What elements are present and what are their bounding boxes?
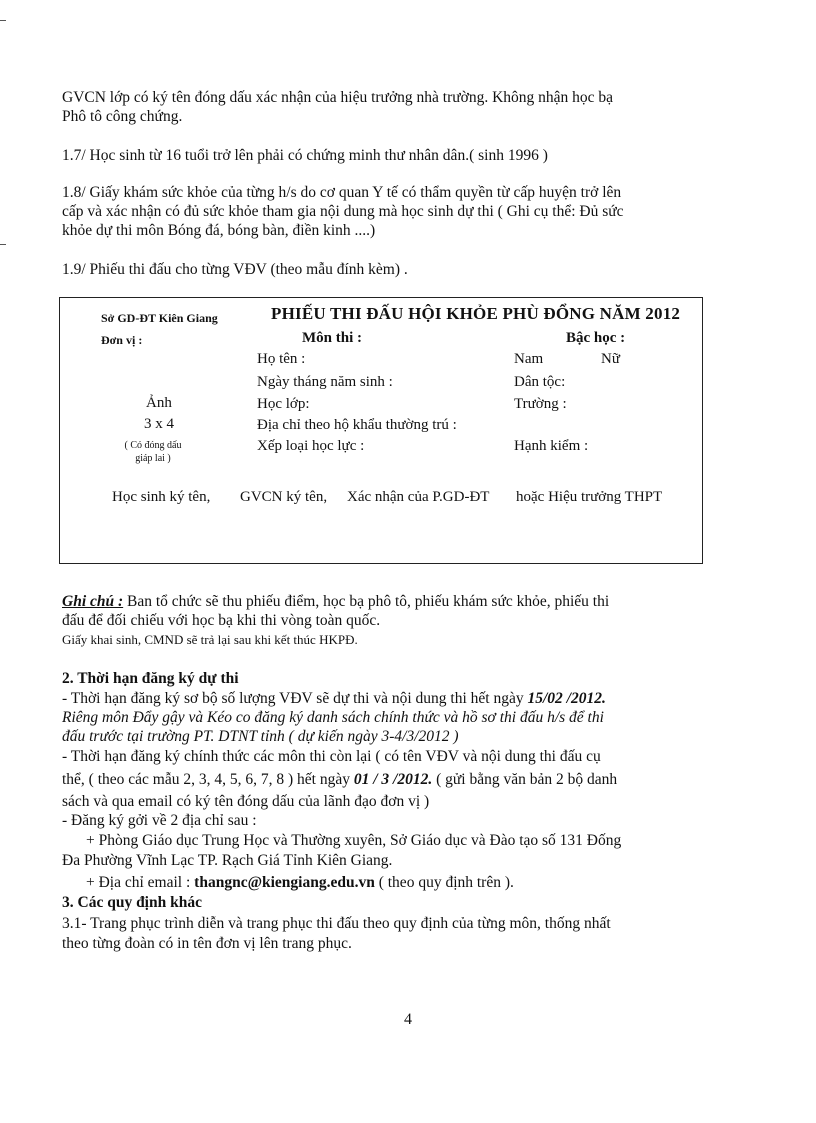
form-photo-label: Ảnh [146,395,172,411]
form-level-label: Bậc học : [566,330,626,346]
form-female-label: Nữ [601,351,620,367]
sign-student: Học sinh ký tên, [112,489,211,505]
section-2-email-line [62,873,736,892]
form-stamp-note-line-1: ( Có đóng dấu [124,440,182,451]
sign-principal: hoặc Hiệu trưởng THPT [516,489,663,505]
section-2-p2-line-3: sách và qua email có ký tên đóng dấu của lãnh đạo đơn vị ) [62,793,430,810]
section-2-email-label: + Địa chỉ email : [86,874,195,891]
section-2-p1-text: - Thời hạn đăng ký sơ bộ số lượng VĐV sẽ dự thi và nội dung thi hết ngày [62,690,528,707]
item-1-8-line-2: cấp và xác nhận có đủ sức khỏe tham gia nội dung mà học sinh dự thi ( Ghi cụ thể: Đủ sức [62,203,624,220]
intro-line-1: GVCN lớp có ký tên đóng dấu xác nhận của hiệu trưởng nhà trường. Không nhận học bạ [62,89,614,106]
section-2-p2-text-b: ( gửi bằng văn bản 2 bộ danh [432,771,618,788]
sign-confirm: Xác nhận của P.GD-ĐT [347,489,490,505]
competition-form [59,297,703,564]
form-stamp-note-line-2: giáp lai ) [135,453,171,464]
form-address-label: Địa chỉ theo hộ khẩu thường trú : [257,417,457,433]
form-org: Sở GD-ĐT Kiên Giang [101,311,218,325]
form-name-label: Họ tên : [257,351,306,367]
section-3-p1-line-1: 3.1- Trang phục trình diễn và trang phục thi đấu theo quy định của từng môn, thống nhất [62,915,611,932]
note-line-2: đấu để đối chiếu với học bạ khi thi vòng toàn quốc. [62,612,381,629]
section-2-p1-date: 15/02 /2012. [527,690,606,707]
scan-mark-top [0,20,6,21]
section-2-p2-line-1: - Thời hạn đăng ký chính thức các môn thi còn lại ( có tên VĐV và nội dung thi đấu cụ [62,748,601,765]
item-1-8-line-1: 1.8/ Giấy khám sức khỏe của từng h/s do cơ quan Y tế có thẩm quyền từ cấp huyện trở lên [62,184,622,201]
form-class-label: Học lớp: [257,396,310,412]
intro-line-2: Phô tô công chứng. [62,108,183,125]
section-2-address-line-2: Đa Phường Vĩnh Lạc TP. Rạch Giá Tỉnh Kiên Giang. [62,852,393,869]
form-conduct-label: Hạnh kiểm : [514,438,589,454]
form-unit-label: Đơn vị : [101,333,143,347]
section-2-p3: - Đăng ký gởi về 2 địa chỉ sau : [62,812,257,829]
form-male-label: Nam [514,351,544,367]
section-2-p2-line-2 [62,770,712,789]
page-number: 4 [404,1011,412,1028]
form-academic-label: Xếp loại học lực : [257,438,365,454]
item-1-8-line-3: khỏe dự thi môn Bóng đá, bóng bàn, điền kinh ....) [62,222,376,239]
form-ethnicity-label: Dân tộc: [514,374,566,390]
section-2-p2-text-a: thể, ( theo các mẫu 2, 3, 4, 5, 6, 7, 8 ) hết ngày [62,771,354,788]
section-2-email: thangnc@kiengiang.edu.vn [194,874,375,891]
section-3-p1-line-2: theo từng đoàn có in tên đơn vị lên trang phục. [62,935,352,952]
sign-teacher: GVCN ký tên, [240,489,328,505]
item-1-7: 1.7/ Học sinh từ 16 tuổi trở lên phải có chứng minh thư nhân dân.( sinh 1996 ) [62,147,548,164]
note-line-3: Giấy khai sinh, CMND sẽ trả lại sau khi kết thúc HKPĐ. [62,632,358,647]
note-text-1: Ban tổ chức sẽ thu phiếu điểm, học bạ phô tô, phiếu khám sức khỏe, phiếu thi [123,593,610,610]
form-subject-label: Môn thi : [302,330,362,346]
form-dob-label: Ngày tháng năm sinh : [257,374,393,390]
section-2-italic-line-1: Riêng môn Đẩy gậy và Kéo co đăng ký danh sách chính thức và hồ sơ thi đấu h/s để thi [62,709,604,726]
form-photo-size: 3 x 4 [144,416,174,432]
form-school-label: Trường : [514,396,567,412]
item-1-9: 1.9/ Phiếu thi đấu cho từng VĐV (theo mẫu đính kèm) . [62,261,408,278]
note-line-1 [62,592,712,611]
section-2-heading: 2. Thời hạn đăng ký dự thi [62,670,239,687]
section-3-heading: 3. Các quy định khác [62,894,202,911]
scan-mark-middle [0,244,6,245]
section-2-email-note: ( theo quy định trên ). [374,874,514,891]
section-2-p1 [62,689,712,708]
section-2-italic-line-2: đấu trước tại trường PT. DTNT tỉnh ( dự kiến ngày 3-4/3/2012 ) [62,728,459,745]
note-label: Ghi chú : [62,593,124,610]
section-2-p2-date: 01 / 3 /2012. [353,771,433,788]
section-2-address-line-1: + Phòng Giáo dục Trung Học và Thường xuyên, Sở Giáo dục và Đào tạo số 131 Đống [86,832,622,849]
form-title: PHIẾU THI ĐẤU HỘI KHỎE PHÙ ĐỔNG NĂM 2012 [271,304,681,323]
